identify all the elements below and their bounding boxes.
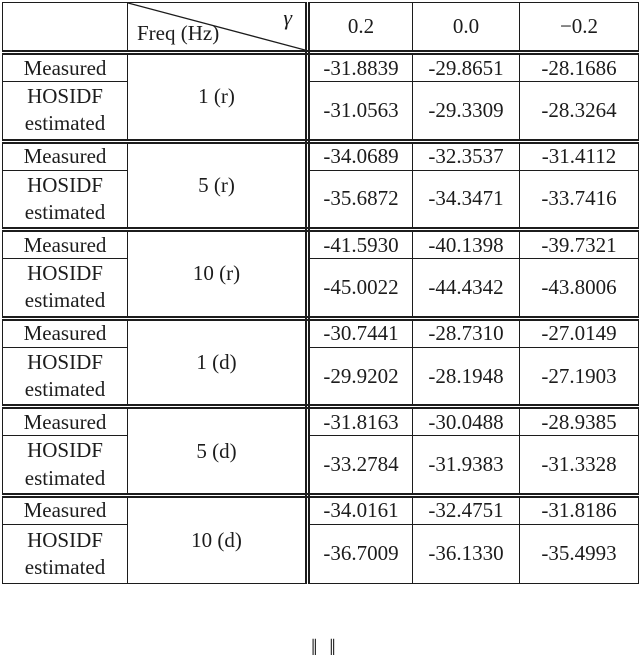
- row-label-hosidf-estimated: [3, 524, 128, 583]
- row-label-measured: Measured: [3, 53, 128, 82]
- value-cell: -44.4342: [413, 259, 520, 319]
- clipped-caption-norm-bars: ‖ ‖: [311, 635, 336, 660]
- value-cell: -31.3328: [520, 436, 639, 496]
- row-label-hosidf-estimated: [3, 259, 128, 319]
- row-label-measured: Measured: [3, 407, 128, 436]
- row-label-line1: HOSIDF: [27, 84, 103, 108]
- value-cell: -40.1398: [413, 230, 520, 259]
- value-cell: -32.4751: [413, 495, 520, 524]
- row-label-line1: HOSIDF: [27, 527, 103, 552]
- table-row-estimated: [3, 82, 639, 142]
- value-cell: -45.0022: [308, 259, 413, 319]
- value-cell: -33.2784: [308, 436, 413, 496]
- row-label-measured: Measured: [3, 230, 128, 259]
- row-label-line2: estimated: [24, 377, 106, 402]
- value-cell: -31.0563: [308, 82, 413, 142]
- table-row-estimated: [3, 259, 639, 319]
- value-cell: -27.0149: [520, 318, 639, 347]
- freq-axis-label: Freq (Hz): [137, 21, 220, 45]
- row-label-measured: Measured: [3, 318, 128, 347]
- row-label-hosidf-estimated: [3, 347, 128, 407]
- value-cell: -36.1330: [413, 524, 520, 583]
- value-cell: -43.8006: [520, 259, 639, 319]
- value-cell: -36.7009: [308, 524, 413, 583]
- freq-cell: 5 (r): [128, 141, 308, 230]
- table-row-measured: [3, 495, 639, 524]
- row-label-line2: estimated: [24, 111, 106, 136]
- row-label-line2: estimated: [24, 288, 106, 313]
- value-cell: -28.1686: [520, 53, 639, 82]
- row-label-line2: estimated: [24, 199, 106, 224]
- header-row: [3, 3, 639, 53]
- value-cell: -32.3537: [413, 141, 520, 170]
- value-cell: -34.0689: [308, 141, 413, 170]
- value-cell: -35.4993: [520, 524, 639, 583]
- value-cell: -31.4112: [520, 141, 639, 170]
- table-row-estimated: [3, 436, 639, 496]
- value-cell: -29.8651: [413, 53, 520, 82]
- value-cell: -31.9383: [413, 436, 520, 496]
- hosidf-results-table: [2, 2, 639, 584]
- diagonal-header-cell: [128, 3, 308, 53]
- table-row-measured: [3, 230, 639, 259]
- col-header-gamma-0.2: 0.2: [308, 3, 413, 53]
- table-row-measured: [3, 318, 639, 347]
- row-label-measured: Measured: [3, 141, 128, 170]
- value-cell: -31.8839: [308, 53, 413, 82]
- value-cell: -29.3309: [413, 82, 520, 142]
- freq-cell: 5 (d): [128, 407, 308, 496]
- value-cell: -34.0161: [308, 495, 413, 524]
- row-label-hosidf-estimated: [3, 170, 128, 230]
- row-label-measured: Measured: [3, 495, 128, 524]
- row-label-line1: HOSIDF: [27, 438, 103, 463]
- table-row-estimated: [3, 170, 639, 230]
- freq-cell: 1 (r): [128, 53, 308, 142]
- value-cell: -29.9202: [308, 347, 413, 407]
- value-cell: -28.1948: [413, 347, 520, 407]
- row-label-line1: HOSIDF: [27, 172, 103, 197]
- table-row-estimated: [3, 347, 639, 407]
- results-table-wrap: [2, 2, 639, 584]
- col-header-gamma-0.0: 0.0: [413, 3, 520, 53]
- row-label-hosidf-estimated: [3, 436, 128, 496]
- value-cell: -30.0488: [413, 407, 520, 436]
- value-cell: -34.3471: [413, 170, 520, 230]
- gamma-symbol: γ: [283, 5, 292, 30]
- value-cell: -39.7321: [520, 230, 639, 259]
- value-cell: -28.9385: [520, 407, 639, 436]
- row-label-line1: HOSIDF: [27, 261, 103, 286]
- table-row-measured: [3, 407, 639, 436]
- freq-cell: 10 (d): [128, 495, 308, 583]
- value-cell: -28.3264: [520, 82, 639, 142]
- value-cell: -31.8186: [520, 495, 639, 524]
- value-cell: -35.6872: [308, 170, 413, 230]
- row-label-line2: estimated: [24, 554, 106, 579]
- col-header-gamma-neg0.2: −0.2: [520, 3, 639, 53]
- corner-empty-cell: [3, 3, 128, 53]
- value-cell: -28.7310: [413, 318, 520, 347]
- value-cell: -41.5930: [308, 230, 413, 259]
- value-cell: -27.1903: [520, 347, 639, 407]
- value-cell: -33.7416: [520, 170, 639, 230]
- freq-cell: 1 (d): [128, 318, 308, 407]
- row-label-hosidf-estimated: [3, 82, 128, 142]
- value-cell: -30.7441: [308, 318, 413, 347]
- table-row-measured: [3, 53, 639, 82]
- row-label-line2: estimated: [24, 465, 106, 490]
- table-row-estimated: [3, 524, 639, 583]
- freq-cell: 10 (r): [128, 230, 308, 319]
- value-cell: -31.8163: [308, 407, 413, 436]
- table-row-measured: [3, 141, 639, 170]
- row-label-line1: HOSIDF: [27, 349, 103, 374]
